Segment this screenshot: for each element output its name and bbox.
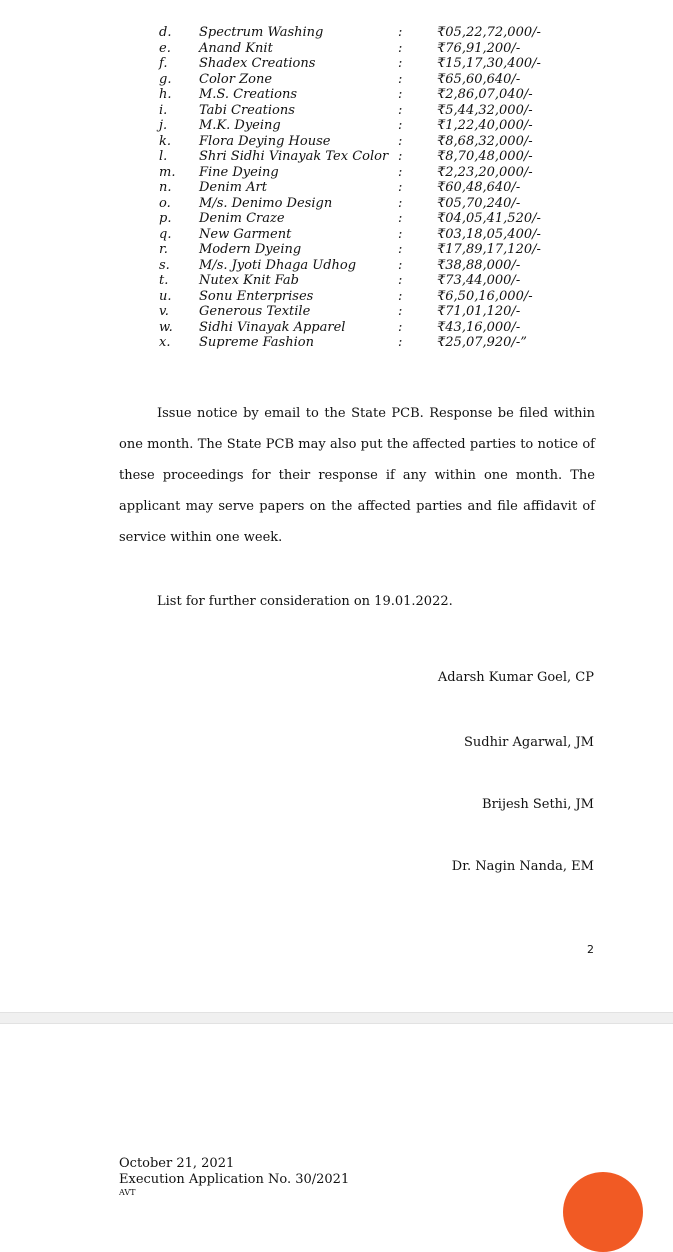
- separator-colon: :: [398, 288, 403, 304]
- list-item: [0, 258, 673, 274]
- party-name: Denim Art: [199, 180, 267, 195]
- compensation-amount: ₹2,86,07,040/-: [437, 87, 533, 102]
- party-name: Tabi Creations: [199, 102, 295, 118]
- separator-colon: :: [398, 56, 403, 71]
- party-name: Spectrum Washing: [199, 25, 324, 40]
- compensation-amount: ₹8,68,32,000/-: [437, 133, 533, 149]
- party-name: Flora Deying House: [199, 133, 331, 149]
- compensation-amount: ₹04,05,41,520/-: [437, 211, 541, 226]
- separator-colon: :: [398, 273, 403, 288]
- compensation-amount: ₹60,48,640/-: [437, 180, 521, 195]
- item-letter: w.: [159, 319, 173, 335]
- separator-colon: :: [398, 87, 403, 102]
- compensation-amount: ₹76,91,200/-: [437, 40, 521, 56]
- item-letter: k.: [159, 133, 172, 149]
- party-name: Nutex Knit Fab: [199, 273, 299, 288]
- signatory-name: Dr. Nagin Nanda, EM: [451, 859, 594, 874]
- page-number: 2: [587, 943, 594, 956]
- footer-initials: AVT: [119, 1188, 136, 1197]
- separator-colon: :: [398, 118, 403, 133]
- list-item: [0, 165, 673, 181]
- compensation-amount: ₹65,60,640/-: [437, 71, 521, 87]
- separator-colon: :: [398, 211, 403, 226]
- item-letter: m.: [159, 164, 176, 180]
- listing-paragraph: List for further consideration on 19.01.2022.: [157, 594, 453, 609]
- list-item: [0, 134, 673, 150]
- item-letter: t.: [159, 273, 169, 288]
- item-letter: q.: [159, 226, 172, 242]
- separator-colon: :: [398, 304, 403, 319]
- party-name: M/s. Jyoti Dhaga Udhog: [199, 257, 357, 273]
- item-letter: h.: [159, 87, 172, 102]
- separator-colon: :: [398, 102, 403, 118]
- party-name: M/s. Denimo Design: [199, 195, 333, 211]
- affected-parties-list: [0, 25, 673, 351]
- list-item: [0, 56, 673, 72]
- party-name: Modern Dyeing: [199, 242, 302, 257]
- list-item: [0, 149, 673, 165]
- item-letter: f.: [159, 56, 168, 71]
- item-letter: n.: [159, 180, 172, 195]
- list-item: [0, 320, 673, 336]
- separator-colon: :: [398, 25, 403, 40]
- separator-colon: :: [398, 257, 403, 273]
- party-name: Denim Craze: [199, 211, 285, 226]
- item-letter: j.: [159, 118, 168, 133]
- compensation-amount: ₹8,70,48,000/-: [437, 149, 533, 164]
- party-name: M.S. Creations: [199, 87, 298, 102]
- list-item: [0, 227, 673, 243]
- compensation-amount: ₹71,01,120/-: [437, 304, 521, 319]
- party-name: Shri Sidhi Vinayak Tex Color: [199, 149, 389, 164]
- compensation-amount: ₹25,07,920/-”: [437, 335, 527, 350]
- party-name: Sonu Enterprises: [199, 288, 314, 304]
- signatory-name: Sudhir Agarwal, JM: [464, 735, 594, 750]
- separator-colon: :: [398, 71, 403, 87]
- list-item: [0, 180, 673, 196]
- party-name: Anand Knit: [199, 40, 273, 56]
- list-item: [0, 273, 673, 289]
- separator-colon: :: [398, 242, 403, 257]
- separator-colon: :: [398, 149, 403, 164]
- item-letter: e.: [159, 40, 171, 56]
- compensation-amount: ₹6,50,16,000/-: [437, 288, 533, 304]
- party-name: Supreme Fashion: [199, 335, 314, 350]
- item-letter: x.: [159, 335, 171, 350]
- separator-colon: :: [398, 133, 403, 149]
- separator-colon: :: [398, 195, 403, 211]
- list-item: [0, 87, 673, 103]
- compensation-amount: ₹1,22,40,000/-: [437, 118, 533, 133]
- page-break: [0, 1012, 673, 1024]
- list-item: [0, 335, 673, 351]
- item-letter: g.: [159, 71, 172, 87]
- footer-date: October 21, 2021: [119, 1156, 235, 1171]
- item-letter: o.: [159, 195, 171, 211]
- separator-colon: :: [398, 226, 403, 242]
- item-letter: v.: [159, 304, 169, 319]
- item-letter: l.: [159, 149, 168, 164]
- footer-case-number: Execution Application No. 30/2021: [119, 1172, 350, 1187]
- item-letter: u.: [159, 288, 172, 304]
- party-name: M.K. Dyeing: [199, 118, 281, 133]
- list-item: [0, 41, 673, 57]
- party-name: New Garment: [199, 226, 292, 242]
- party-name: Sidhi Vinayak Apparel: [199, 319, 346, 335]
- list-item: [0, 242, 673, 258]
- party-name: Color Zone: [199, 71, 273, 87]
- separator-colon: :: [398, 180, 403, 195]
- separator-colon: :: [398, 335, 403, 350]
- compensation-amount: ₹2,23,20,000/-: [437, 164, 533, 180]
- separator-colon: :: [398, 164, 403, 180]
- compensation-amount: ₹05,22,72,000/-: [437, 25, 541, 40]
- list-item: [0, 118, 673, 134]
- item-letter: d.: [159, 25, 172, 40]
- list-item: [0, 103, 673, 119]
- notice-paragraph: Issue notice by email to the State PCB. Response be filed within one month. The State PCB may also put the affected parties to notice of these proceedings for their response if any within one month. The applicant may serve papers on the affected parties and file affidavit of service within one week.: [119, 406, 595, 545]
- list-item: [0, 72, 673, 88]
- compensation-amount: ₹17,89,17,120/-: [437, 242, 541, 257]
- floating-action-button[interactable]: [563, 1172, 643, 1252]
- list-item: [0, 304, 673, 320]
- compensation-amount: ₹73,44,000/-: [437, 273, 521, 288]
- signatory-name: Adarsh Kumar Goel, CP: [437, 670, 594, 685]
- party-name: Fine Dyeing: [199, 164, 279, 180]
- separator-colon: :: [398, 319, 403, 335]
- item-letter: r.: [159, 242, 168, 257]
- compensation-amount: ₹43,16,000/-: [437, 319, 521, 335]
- list-item: [0, 25, 673, 41]
- separator-colon: :: [398, 40, 403, 56]
- signatory-name: Brijesh Sethi, JM: [482, 797, 594, 812]
- compensation-amount: ₹05,70,240/-: [437, 195, 521, 211]
- party-name: Generous Textile: [199, 304, 311, 319]
- party-name: Shadex Creations: [199, 56, 316, 71]
- list-item: [0, 211, 673, 227]
- item-letter: s.: [159, 257, 170, 273]
- list-item: [0, 196, 673, 212]
- item-letter: i.: [159, 102, 168, 118]
- item-letter: p.: [159, 211, 172, 226]
- compensation-amount: ₹15,17,30,400/-: [437, 56, 541, 71]
- compensation-amount: ₹5,44,32,000/-: [437, 102, 533, 118]
- compensation-amount: ₹38,88,000/-: [437, 257, 521, 273]
- list-item: [0, 289, 673, 305]
- compensation-amount: ₹03,18,05,400/-: [437, 226, 541, 242]
